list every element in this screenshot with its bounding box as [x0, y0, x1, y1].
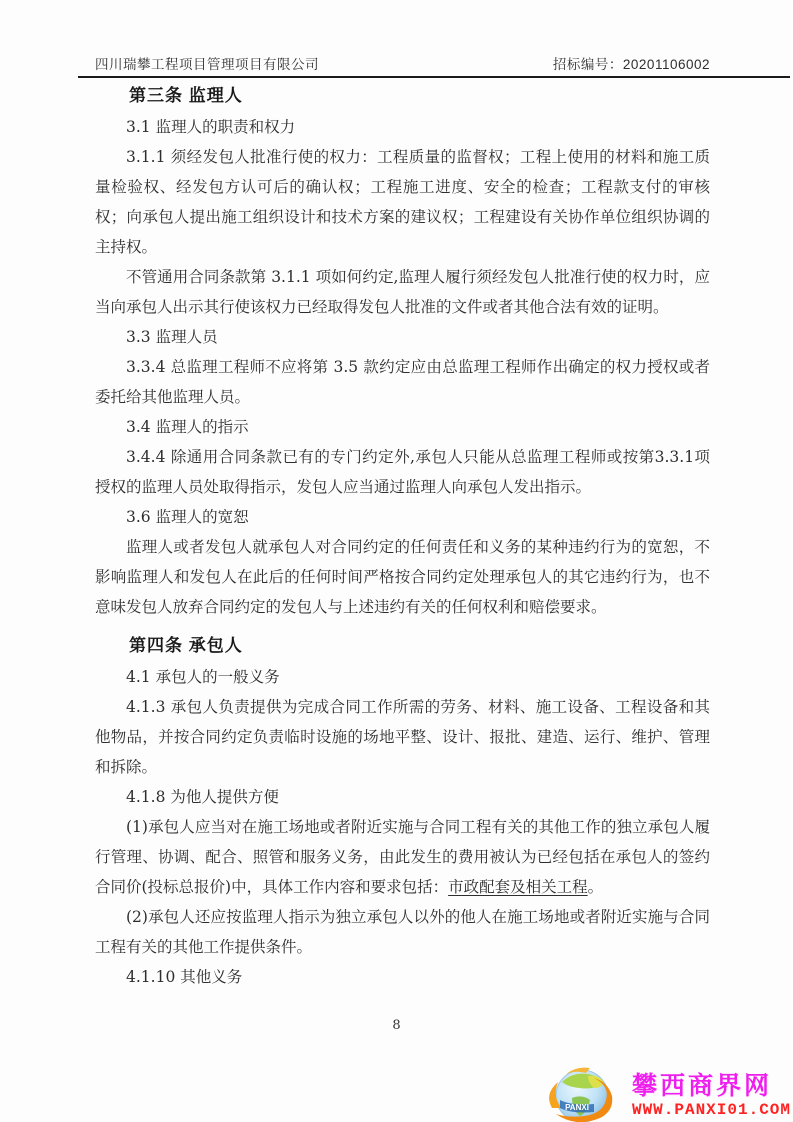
panxi-globe-logo	[542, 1064, 630, 1122]
header-rule	[78, 76, 790, 78]
watermark-text	[632, 1073, 791, 1122]
page-header	[95, 53, 710, 73]
clause-3-6-body: 监理人或者发包人就承包人对合同约定的任何责任和义务的某种违约行为的宽恕，不影响监理人和发包人在此后的任何时间严格按合同约定处理承包人的其它违约行为，也不意味发包人放弃合同约定的发包人与上述违约有关的任何权利和赔偿要求。	[95, 538, 710, 616]
logo-text: PANXI	[565, 1103, 589, 1112]
bid-number-value: 20201106002	[622, 57, 710, 72]
contract-text	[95, 80, 710, 992]
page-number: 8	[392, 1018, 401, 1033]
header-bid-number	[553, 53, 710, 73]
clause-4-1: 4.1 承包人的一般义务	[126, 668, 280, 686]
clause-3-4-4: 3.4.4 除通用合同条款已有的专门约定外,承包人只能从总监理工程师或按第3.3.1项授权的监理人员处取得指示，发包人应当通过监理人向承包人发出指示。	[95, 448, 710, 496]
clause-3-1: 3.1 监理人的职责和权力	[126, 118, 296, 136]
clause-3-3: 3.3 监理人员	[126, 328, 218, 346]
clause-4-1-8-item2: (2)承包人还应按监理人指示为独立承包人以外的他人在施工场地或者附近实施与合同工程有关的其他工作提供条件。	[95, 908, 710, 956]
underlined-fill-in: 市政配套及相关工程	[448, 878, 588, 896]
clause-4-1-10: 4.1.10 其他义务	[126, 968, 243, 986]
watermark	[542, 1064, 791, 1122]
clause-3-1-note: 不管通用合同条款第 3.1.1 项如何约定,监理人履行须经发包人批准行使的权力时，应当向承包人出示其行使该权力已经取得发包人批准的文件或者其他合法有效的证明。	[95, 268, 710, 316]
clause-4-1-3: 4.1.3 承包人负责提供为完成合同工作所需的劳务、材料、施工设备、工程设备和其他物品，并按合同约定负责临时设施的场地平整、设计、报批、建造、运行、维护、管理和拆除。	[95, 698, 710, 776]
header-company-name: 四川瑞攀工程项目管理项目有限公司	[95, 57, 319, 72]
item1-period: 。	[587, 878, 604, 896]
watermark-site-name: 攀西商界网	[631, 1072, 772, 1100]
clause-3-4: 3.4 监理人的指示	[126, 418, 249, 436]
item1-text: (1)承包人应当对在施工场地或者附近实施与合同工程有关的其他工作的独立承包人履行管理、协调、配合、照管和服务义务，由此发生的费用被认为已经包括在承包人的签约合同价(投标总报价)中，具体工作内容和要求包括：	[95, 818, 710, 896]
article-3-heading: 第三条 监理人	[129, 86, 243, 105]
clause-4-1-8: 4.1.8 为他人提供方便	[126, 788, 279, 806]
clause-3-6: 3.6 监理人的宽恕	[126, 508, 249, 526]
clause-3-3-4: 3.3.4 总监理工程师不应将第 3.5 款约定应由总监理工程师作出确定的权力授权或者委托给其他监理人员。	[95, 358, 710, 406]
clause-4-1-8-item1	[95, 812, 710, 902]
watermark-site-url: WWW.PANXI01.COM	[631, 1101, 791, 1119]
bid-number-label: 招标编号：	[552, 57, 623, 72]
article-4-heading: 第四条 承包人	[129, 636, 243, 655]
clause-3-1-1: 3.1.1 须经发包人批准行使的权力：工程质量的监督权；工程上使用的材料和施工质量检验权、经发包方认可后的确认权；工程施工进度、安全的检查；工程款支付的审核权；向承包人提出施工组织设计和技术方案的建议权；工程建设有关协作单位组织协调的主持权。	[95, 148, 710, 256]
